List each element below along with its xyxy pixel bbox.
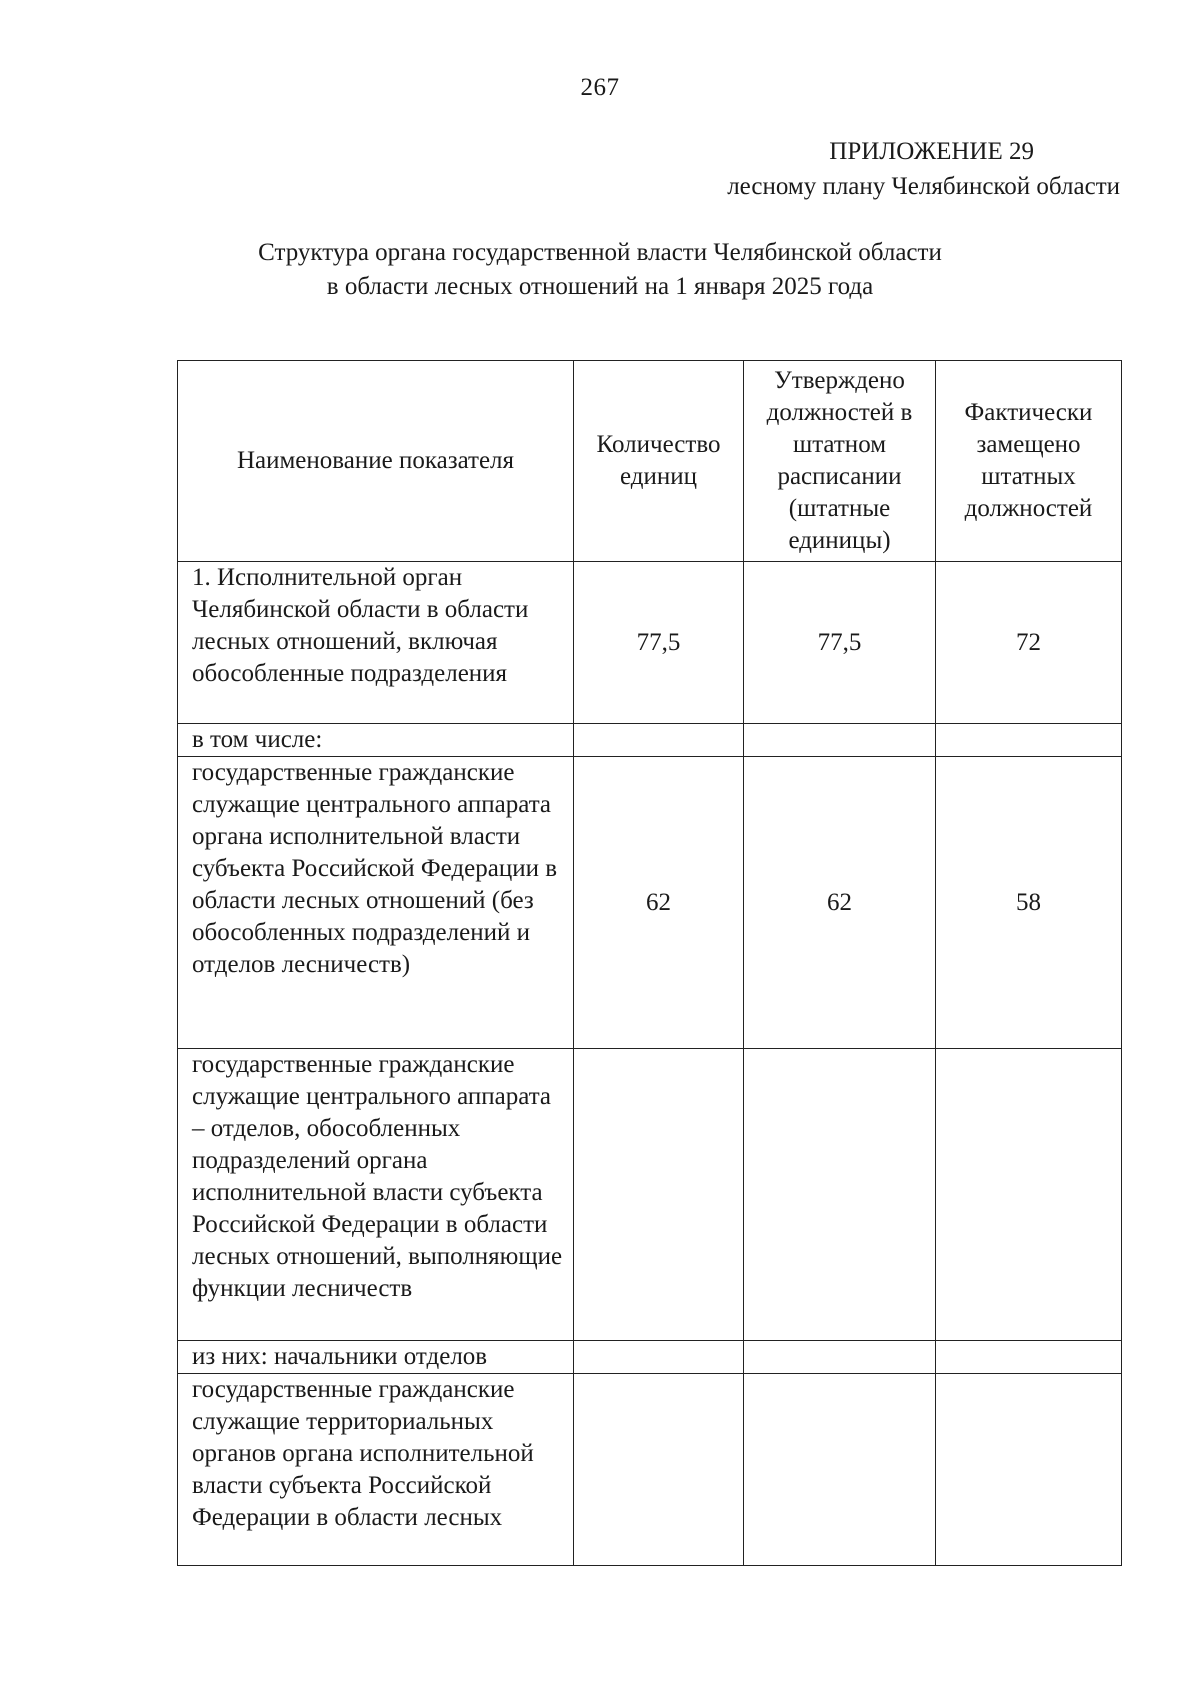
- row-name-cell: государственные гражданские служащие центрального аппарата – отделов, обособленных подразделений органа исполнительной власти субъекта Российской Федерации в области лесных отношений, выполняющие функции лесничеств: [178, 1049, 574, 1341]
- row-approved-cell: 77,5: [744, 562, 936, 724]
- staff-structure-table: [177, 360, 1122, 1566]
- table-header-row: [178, 361, 1122, 562]
- table-row: [178, 562, 1122, 724]
- row-actual-cell: [936, 1374, 1122, 1566]
- row-quantity-cell: [574, 1374, 744, 1566]
- row-name-cell: 1. Исполнительной орган Челябинской области в области лесных отношений, включая обособленные подразделения: [178, 562, 574, 724]
- row-quantity-cell: 62: [574, 757, 744, 1049]
- row-quantity-cell: [574, 1341, 744, 1374]
- row-quantity-cell: [574, 1049, 744, 1341]
- row-name-cell: государственные гражданские служащие территориальных органов органа исполнительной власти субъекта Российской Федерации в области лесных: [178, 1374, 574, 1566]
- row-approved-cell: [744, 1049, 936, 1341]
- document-title-line-2: в области лесных отношений на 1 января 2025 года: [326, 273, 874, 300]
- table-row: [178, 757, 1122, 1049]
- table-row: [178, 724, 1122, 757]
- row-approved-cell: 62: [744, 757, 936, 1049]
- row-actual-cell: 72: [936, 562, 1122, 724]
- table-row: [178, 1049, 1122, 1341]
- header-quantity: Количество единиц: [574, 361, 744, 562]
- row-name-cell: государственные гражданские служащие центрального аппарата органа исполнительной власти субъекта Российской Федерации в области лесных отношений (без обособленных подразделений и отделов лесничеств): [178, 757, 574, 1049]
- document-title: [0, 236, 1200, 304]
- row-name-cell: в том числе:: [178, 724, 574, 757]
- row-actual-cell: [936, 1049, 1122, 1341]
- appendix-title: ПРИЛОЖЕНИЕ 29: [829, 138, 1034, 165]
- row-quantity-cell: 77,5: [574, 562, 744, 724]
- table-row: [178, 1341, 1122, 1374]
- header-approved: Утверждено должностей в штатном расписании (штатные единицы): [744, 361, 936, 562]
- row-approved-cell: [744, 724, 936, 757]
- row-quantity-cell: [574, 724, 744, 757]
- document-title-line-1: Структура органа государственной власти Челябинской области: [258, 239, 942, 266]
- header-actual: Фактически замещено штатных должностей: [936, 361, 1122, 562]
- page-number: 267: [580, 74, 620, 101]
- header-name: Наименование показателя: [178, 361, 574, 562]
- table-row: [178, 1374, 1122, 1566]
- row-name-cell: из них: начальники отделов: [178, 1341, 574, 1374]
- row-actual-cell: [936, 1341, 1122, 1374]
- appendix-subtitle: лесному плану Челябинской области: [727, 173, 1120, 200]
- row-approved-cell: [744, 1374, 936, 1566]
- row-actual-cell: 58: [936, 757, 1122, 1049]
- row-actual-cell: [936, 724, 1122, 757]
- row-approved-cell: [744, 1341, 936, 1374]
